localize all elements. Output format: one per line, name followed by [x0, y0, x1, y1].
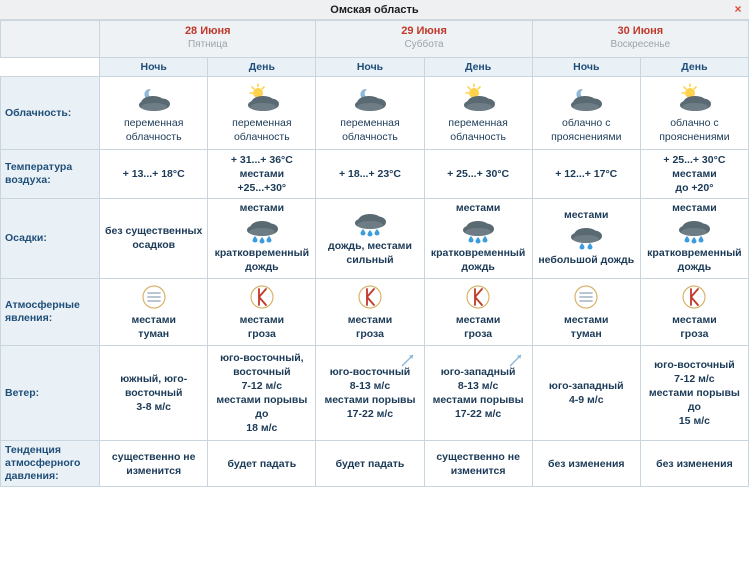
daypart-header-spacer: [1, 58, 100, 77]
date-header-day-0: [100, 21, 316, 58]
thunder-icon: [429, 284, 528, 310]
precipitation-prefix: местами: [455, 202, 501, 214]
wind-gust-value: 17-22 м/с: [346, 408, 394, 420]
cell-cloudiness-text-4: облачно с прояснениями: [551, 117, 622, 143]
wind-arrow-icon: [508, 352, 524, 368]
phenomena-line1: местами: [239, 314, 285, 326]
date-header-row: [1, 21, 749, 58]
cell-wind-4: [532, 346, 640, 441]
cell-phenomena-4: [532, 279, 640, 346]
wind-direction: юго-восточный: [654, 359, 735, 371]
wind-speed: 7-12 м/с: [241, 380, 283, 392]
precipitation-prefix: местами: [239, 202, 285, 214]
wind-gust-value: 17-22 м/с: [454, 408, 502, 420]
cell-precipitation-0: [100, 199, 208, 279]
fog-icon: [104, 284, 203, 310]
cell-cloudiness-text-3: переменная облачность: [448, 117, 508, 143]
phenomena-line2: гроза: [247, 328, 276, 340]
daypart-header-1: День: [208, 58, 316, 77]
wind-gust-note: местами порывы: [432, 394, 524, 406]
phenomena-line2: гроза: [680, 328, 709, 340]
wind-gust-value: 15 м/с: [678, 415, 710, 427]
precipitation-prefix: местами: [564, 209, 609, 221]
temperature-value: + 12...+ 17°C: [555, 168, 618, 180]
cell-tendency-4: без изменения: [532, 441, 640, 487]
daypart-header-2: Ночь: [316, 58, 424, 77]
cell-phenomena-0: [100, 279, 208, 346]
wind-speed: 3-8 м/с: [136, 401, 171, 413]
row-label-pressure-tendency: Тенденция атмосферного давления:: [1, 441, 100, 487]
date-header-day-1: [316, 21, 532, 58]
wind-speed: 4-9 м/с: [568, 394, 604, 406]
rain-cloud-icon: [645, 217, 744, 243]
window-titlebar: [0, 0, 749, 20]
precipitation-text: дождь, местами сильный: [328, 240, 412, 266]
temperature-value: + 13...+ 18°C: [122, 168, 185, 180]
wind-gust-prep: до: [255, 408, 269, 420]
precipitation-prefix: местами: [672, 202, 717, 214]
weekday-label: Воскресенье: [610, 39, 671, 50]
phenomena-line1: местами: [564, 314, 609, 326]
cell-temperature-4: [532, 150, 640, 199]
row-label-precipitation: Осадки:: [1, 199, 100, 279]
wind-gust-note: местами порывы: [648, 387, 740, 399]
cell-cloudiness-5: [640, 77, 748, 150]
precipitation-text: кратковременный дождь: [647, 247, 742, 273]
wind-direction: юго-западный: [440, 366, 516, 378]
row-label-cloudiness: Облачность:: [1, 77, 100, 150]
cell-temperature-0: [100, 150, 208, 199]
wind-gust-value: 18 м/с: [246, 422, 278, 434]
moon-cloud-icon: [537, 83, 636, 113]
temperature-value: + 31...+ 36°C: [230, 154, 293, 166]
row-phenomena: [1, 279, 749, 346]
sun-cloud-icon: [212, 83, 311, 113]
cell-tendency-2: будет падать: [316, 441, 424, 487]
phenomena-line1: местами: [347, 314, 393, 326]
cell-cloudiness-text-5: облачно с прояснениями: [659, 117, 730, 143]
rain-cloud-icon: [320, 210, 419, 236]
cell-phenomena-1: [208, 279, 316, 346]
cell-cloudiness-text-0: переменная облачность: [124, 117, 184, 143]
temperature-note-value: +25...+30°: [237, 182, 287, 194]
wind-speed: 7-12 м/с: [674, 373, 715, 385]
cell-tendency-1: будет падать: [208, 441, 316, 487]
sun-cloud-icon: [429, 83, 528, 113]
daypart-header-0: Ночь: [100, 58, 208, 77]
temperature-note: местами: [672, 168, 717, 180]
moon-cloud-icon: [104, 83, 203, 113]
cell-wind-0: [100, 346, 208, 441]
cell-precipitation-3: [424, 199, 532, 279]
cell-tendency-5: без изменения: [640, 441, 748, 487]
daypart-header-4: Ночь: [532, 58, 640, 77]
cell-cloudiness-4: [532, 77, 640, 150]
temperature-value: + 18...+ 23°C: [338, 168, 401, 180]
date-label: 30 Июня: [617, 25, 664, 37]
cell-cloudiness-1: [208, 77, 316, 150]
date-header-day-2: [532, 21, 748, 58]
temperature-value: + 25...+ 30°C: [447, 168, 510, 180]
cell-wind-2: [316, 346, 424, 441]
page-title: Омская область: [330, 4, 419, 16]
wind-arrow-icon: [400, 352, 416, 368]
cell-precipitation-5: [640, 199, 748, 279]
cell-precipitation-1: [208, 199, 316, 279]
date-header-spacer: [1, 21, 100, 58]
temperature-value: + 25...+ 30°C: [663, 154, 726, 166]
wind-gust-note: местами порывы: [216, 394, 308, 406]
moon-cloud-icon: [320, 83, 419, 113]
daypart-header-5: День: [640, 58, 748, 77]
row-pressure-tendency: [1, 441, 749, 487]
wind-speed: 8-13 м/с: [349, 380, 391, 392]
close-icon[interactable]: ×: [734, 2, 742, 16]
rain-cloud-icon: [537, 224, 636, 250]
thunder-icon: [212, 284, 311, 310]
precipitation-text: кратковременный дождь: [214, 247, 310, 273]
cell-cloudiness-2: [316, 77, 424, 150]
phenomena-line2: гроза: [464, 328, 493, 340]
wind-gust-note: местами порывы: [324, 394, 416, 406]
precipitation-text: небольшой дождь: [538, 254, 635, 266]
rain-cloud-icon: [212, 217, 311, 243]
rain-cloud-icon: [429, 217, 528, 243]
cell-cloudiness-3: [424, 77, 532, 150]
temperature-note-value: до +20°: [675, 182, 714, 194]
row-wind: [1, 346, 749, 441]
cell-precipitation-2: [316, 199, 424, 279]
weekday-label: Суббота: [404, 39, 444, 50]
wind-gust-prep: до: [687, 401, 701, 413]
phenomena-line2: туман: [570, 328, 602, 340]
thunder-icon: [645, 284, 744, 310]
cell-wind-5: [640, 346, 748, 441]
wind-direction: южный, юго-восточный: [120, 373, 188, 399]
cell-temperature-3: [424, 150, 532, 199]
fog-icon: [537, 284, 636, 310]
cell-cloudiness-0: [100, 77, 208, 150]
row-precipitation: [1, 199, 749, 279]
cell-cloudiness-text-2: переменная облачность: [340, 117, 400, 143]
row-temperature: [1, 150, 749, 199]
row-label-temperature: Температура воздуха:: [1, 150, 100, 199]
precipitation-text: кратковременный дождь: [430, 247, 526, 273]
cell-precipitation-4: [532, 199, 640, 279]
cell-tendency-3: существенно не изменится: [424, 441, 532, 487]
phenomena-line1: местами: [131, 314, 176, 326]
precipitation-text: без существенных осадков: [105, 224, 203, 251]
phenomena-line2: гроза: [355, 328, 384, 340]
date-label: 28 Июня: [184, 25, 231, 37]
cell-temperature-1: [208, 150, 316, 199]
sun-cloud-icon: [645, 83, 744, 113]
thunder-icon: [320, 284, 419, 310]
phenomena-line2: туман: [138, 328, 170, 340]
daypart-header-3: День: [424, 58, 532, 77]
wind-direction: юго-восточный: [329, 366, 411, 378]
cell-temperature-5: [640, 150, 748, 199]
cell-temperature-2: [316, 150, 424, 199]
cell-cloudiness-text-1: переменная облачность: [232, 117, 292, 143]
row-label-wind: Ветер:: [1, 346, 100, 441]
cell-phenomena-2: [316, 279, 424, 346]
daypart-header-row: [1, 58, 749, 77]
row-cloudiness: [1, 77, 749, 150]
cell-phenomena-5: [640, 279, 748, 346]
row-label-phenomena: Атмосферные явления:: [1, 279, 100, 346]
phenomena-line1: местами: [672, 314, 717, 326]
cell-phenomena-3: [424, 279, 532, 346]
temperature-note: местами: [239, 168, 285, 180]
wind-direction: юго-восточный, восточный: [220, 352, 304, 378]
forecast-table: [0, 20, 749, 487]
cell-wind-3: [424, 346, 532, 441]
wind-speed: 8-13 м/с: [457, 380, 499, 392]
phenomena-line1: местами: [455, 314, 501, 326]
weekday-label: Пятница: [187, 39, 228, 50]
date-label: 29 Июня: [401, 25, 447, 37]
cell-wind-1: [208, 346, 316, 441]
wind-direction: юго-западный: [548, 380, 624, 392]
cell-tendency-0: существенно не изменится: [100, 441, 208, 487]
